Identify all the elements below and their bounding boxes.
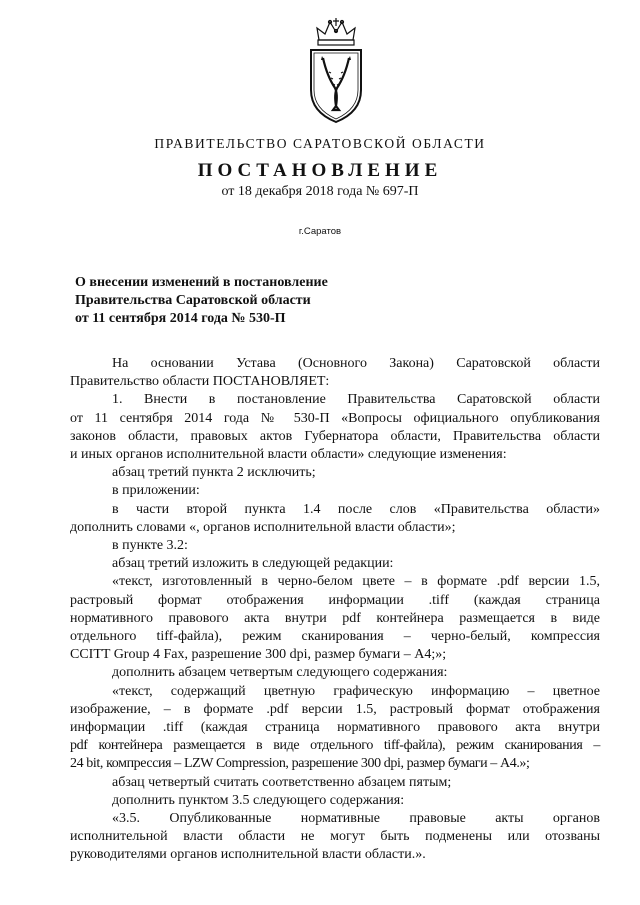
paragraph-quote-3: [70, 810, 600, 865]
text-line: CCITT Group 4 Fax, разрешение 300 dpi, размер бумаги – A4;»;: [70, 647, 447, 663]
text-line: «3.5. Опубликованные нормативные правовые акты органов: [112, 811, 600, 827]
document-date-number: от 18 декабря 2018 года № 697-П: [221, 184, 419, 199]
text-line: законов области, правовых актов Губернатора области, Правительства области: [70, 428, 600, 444]
text-line: «текст, содержащий цветную графическую информацию – цветное: [112, 683, 600, 699]
paragraph-item-1: [70, 391, 600, 464]
document-body: [70, 355, 600, 865]
paragraph: дополнить пунктом 3.5 следующего содержания:: [112, 792, 405, 808]
paragraph: абзац четвертый считать соответственно абзацем пятым;: [112, 774, 452, 790]
text-line: от 11 сентября 2014 года № 530-П «Вопросы официального опубликования: [70, 410, 600, 426]
text-line: Правительство области ПОСТАНОВЛЯЕТ:: [70, 374, 330, 390]
subject-line: О внесении изменений в постановление: [75, 275, 328, 290]
text-line: и иных органов исполнительной власти области» следующие изменения:: [70, 447, 507, 463]
paragraph-quote-2: [70, 683, 600, 774]
text-line: дополнить словами «, органов исполнительной власти области»;: [70, 519, 456, 535]
paragraph: в пункте 3.2:: [112, 538, 188, 554]
text-line: «текст, изготовленный в черно-белом цвете – в формате .pdf версии 1.5,: [112, 574, 600, 590]
text-line: нормативного правового акта внутри pdf контейнера размещается в виде: [70, 610, 600, 626]
text-line: 1. Внести в постановление Правительства Саратовской области: [112, 392, 600, 408]
paragraph-basis: [70, 355, 600, 391]
paragraph: дополнить абзацем четвертым следующего содержания:: [112, 665, 448, 681]
text-line: pdf контейнера размещается в виде отдельного tiff-файла), режим сканирования –: [70, 738, 600, 754]
text-line: На основании Устава (Основного Закона) Саратовской области: [112, 356, 600, 371]
paragraph-quote-1: [70, 573, 600, 664]
paragraph: абзац третий изложить в следующей редакции:: [112, 556, 394, 572]
text-line: в части второй пункта 1.4 после слов «Правительства области»: [112, 501, 600, 517]
text-line: 24 bit, компрессия – LZW Compression, разрешение 300 dpi, размер бумаги – A4.»;: [70, 756, 530, 772]
text-line: руководителями органов исполнительной власти области.».: [70, 847, 426, 863]
paragraph: абзац третий пункта 2 исключить;: [112, 465, 316, 481]
saratov-coat-of-arms-icon: [305, 18, 367, 124]
text-line: исполнительной власти области не могут быть подменены или отозваны: [70, 829, 600, 845]
text-line: информации .tiff (каждая страница нормативного правового акта внутри: [70, 720, 600, 736]
text-line: изображение, – в формате .pdf версии 1.5, растровый формат отображения: [70, 701, 600, 717]
text-line: растровый формат отображения информации .tiff (каждая страница: [70, 592, 600, 608]
subject-line: от 11 сентября 2014 года № 530-П: [75, 311, 286, 326]
paragraph: в приложении:: [112, 483, 200, 499]
government-title: ПРАВИТЕЛЬСТВО САРАТОВСКОЙ ОБЛАСТИ: [154, 136, 486, 151]
document-city: г.Саратов: [298, 226, 342, 237]
paragraph: [70, 501, 600, 537]
subject-line: Правительства Саратовской области: [75, 293, 311, 308]
document-subject: [75, 274, 495, 328]
text-line: отдельного tiff-файла), режим сканирования – черно-белый, компрессия: [70, 629, 600, 645]
document-kind: ПОСТАНОВЛЕНИЕ: [197, 160, 443, 181]
